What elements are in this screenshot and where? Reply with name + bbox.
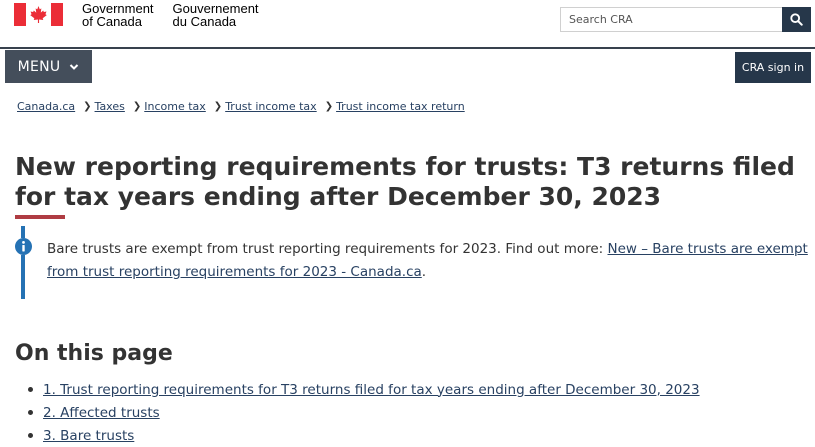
wordmark-french xyxy=(173,2,259,28)
chevron-right-icon: ❯ xyxy=(132,101,142,112)
on-this-page-heading: On this page xyxy=(15,341,173,366)
chevron-right-icon: ❯ xyxy=(324,101,334,112)
list-item xyxy=(28,401,700,424)
search-button[interactable] xyxy=(782,7,811,32)
header-divider xyxy=(0,47,815,49)
wordmark-english xyxy=(82,2,154,28)
list-item xyxy=(28,378,700,401)
page-title: New reporting requirements for trusts: T3 returns filed for tax years ending after December 30, 2023 xyxy=(15,152,795,211)
breadcrumb-item xyxy=(17,100,75,113)
bullet-icon xyxy=(28,387,33,392)
info-alert xyxy=(15,226,810,299)
bare-trusts-exempt-link[interactable]: New – Bare trusts are exempt from trust reporting requirements for 2023 - Canada.ca xyxy=(47,241,808,280)
alert-message xyxy=(47,238,812,284)
government-of-canada-signature[interactable] xyxy=(14,2,259,28)
toc-link-bare-trusts[interactable]: 3. Bare trusts xyxy=(43,427,135,444)
breadcrumb-link-taxes[interactable]: Taxes xyxy=(94,100,125,113)
search-icon xyxy=(790,13,803,26)
breadcrumb-item xyxy=(206,100,317,113)
search-input[interactable] xyxy=(560,7,782,32)
wordmark-en-line1: Government xyxy=(82,1,154,16)
breadcrumb-item xyxy=(317,100,465,113)
canada-flag-icon xyxy=(14,3,63,26)
menu-button[interactable] xyxy=(5,50,92,83)
search-form xyxy=(560,7,811,32)
list-item xyxy=(28,424,700,447)
info-icon xyxy=(15,238,32,255)
breadcrumb-item xyxy=(125,100,206,113)
wordmark xyxy=(82,2,259,28)
menu-label: MENU xyxy=(17,58,61,75)
breadcrumb-link-trust-income-tax[interactable]: Trust income tax xyxy=(225,100,317,113)
alert-accent-line xyxy=(21,226,25,299)
chevron-right-icon: ❯ xyxy=(83,101,92,112)
breadcrumb-link-trust-income-tax-return[interactable]: Trust income tax return xyxy=(336,100,465,113)
breadcrumb-link-income-tax[interactable]: Income tax xyxy=(144,100,206,113)
sign-in-label: CRA sign in xyxy=(741,61,805,74)
breadcrumb-link-canada-ca[interactable]: Canada.ca xyxy=(17,100,76,113)
alert-text: Bare trusts are exempt from trust reporting requirements for 2023. Find out more: xyxy=(47,241,608,257)
breadcrumb xyxy=(17,100,465,113)
table-of-contents xyxy=(28,378,700,447)
toc-link-affected-trusts[interactable]: 2. Affected trusts xyxy=(43,404,160,421)
cra-sign-in-button[interactable] xyxy=(735,52,811,83)
wordmark-fr-line1: Gouvernement xyxy=(172,1,259,16)
bullet-icon xyxy=(28,433,33,438)
bullet-icon xyxy=(28,410,33,415)
chevron-down-icon xyxy=(69,62,79,72)
title-underline xyxy=(15,215,65,219)
wordmark-fr-line2: du Canada xyxy=(172,14,237,29)
wordmark-en-line2: of Canada xyxy=(82,14,142,29)
chevron-right-icon: ❯ xyxy=(213,101,223,112)
breadcrumb-item xyxy=(75,100,125,113)
toc-link-trust-reporting-requirements[interactable]: 1. Trust reporting requirements for T3 returns filed for tax years ending after December 30, 2023 xyxy=(43,381,700,398)
alert-trailing: . xyxy=(421,264,427,280)
